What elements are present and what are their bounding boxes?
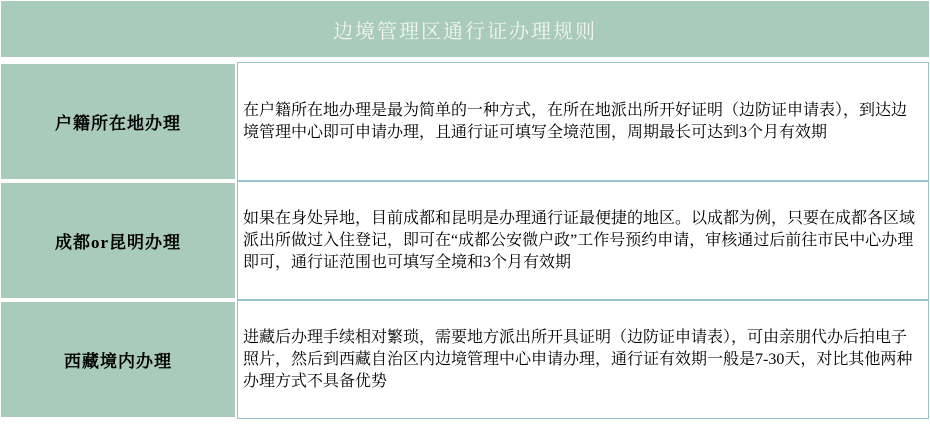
- table-header-bar: [1, 1, 929, 57]
- row-header-cell-chengdu-kunming: 成都or昆明办理: [1, 183, 235, 298]
- table-body: [1, 62, 929, 419]
- row-content-cell: [237, 62, 929, 181]
- row-description: 在户籍所在地办理是最为简单的一种方式，在所在地派出所开好证明（边防证申请表），到达边境管理中心即可申请办理，且通行证可填写全境范围，周期最长可达到3个月有效期: [243, 101, 908, 141]
- row-description: 进藏后办理手续相对繁琐，需要地方派出所开具证明（边防证申请表），可由亲朋代办后拍电子照片，然后到西藏自治区内边境管理中心申请办理，通行证有效期一般是7-30天，对比其他两种办理方式不具备优势: [243, 328, 913, 390]
- table-row: [1, 300, 929, 419]
- row-content-cell: [237, 300, 929, 419]
- row-description: 如果在身处异地，目前成都和昆明是办理通行证最便捷的地区。以成都为例，只要在成都各区域派出所做过入住登记，即可在“成都公安微户政”工作号预约申请，审核通过后前往市民中心办理即可，通行证范围也可填写全境和3个月有效期: [243, 209, 916, 271]
- row-header-cell-tibet: 西藏境内办理: [1, 302, 235, 417]
- table-row: [1, 181, 929, 300]
- table-row: [1, 62, 929, 181]
- page-title: 边境管理区通行证办理规则: [333, 20, 597, 43]
- row-header-cell-hukou: 户籍所在地办理: [1, 64, 235, 179]
- row-content-cell: [237, 181, 929, 300]
